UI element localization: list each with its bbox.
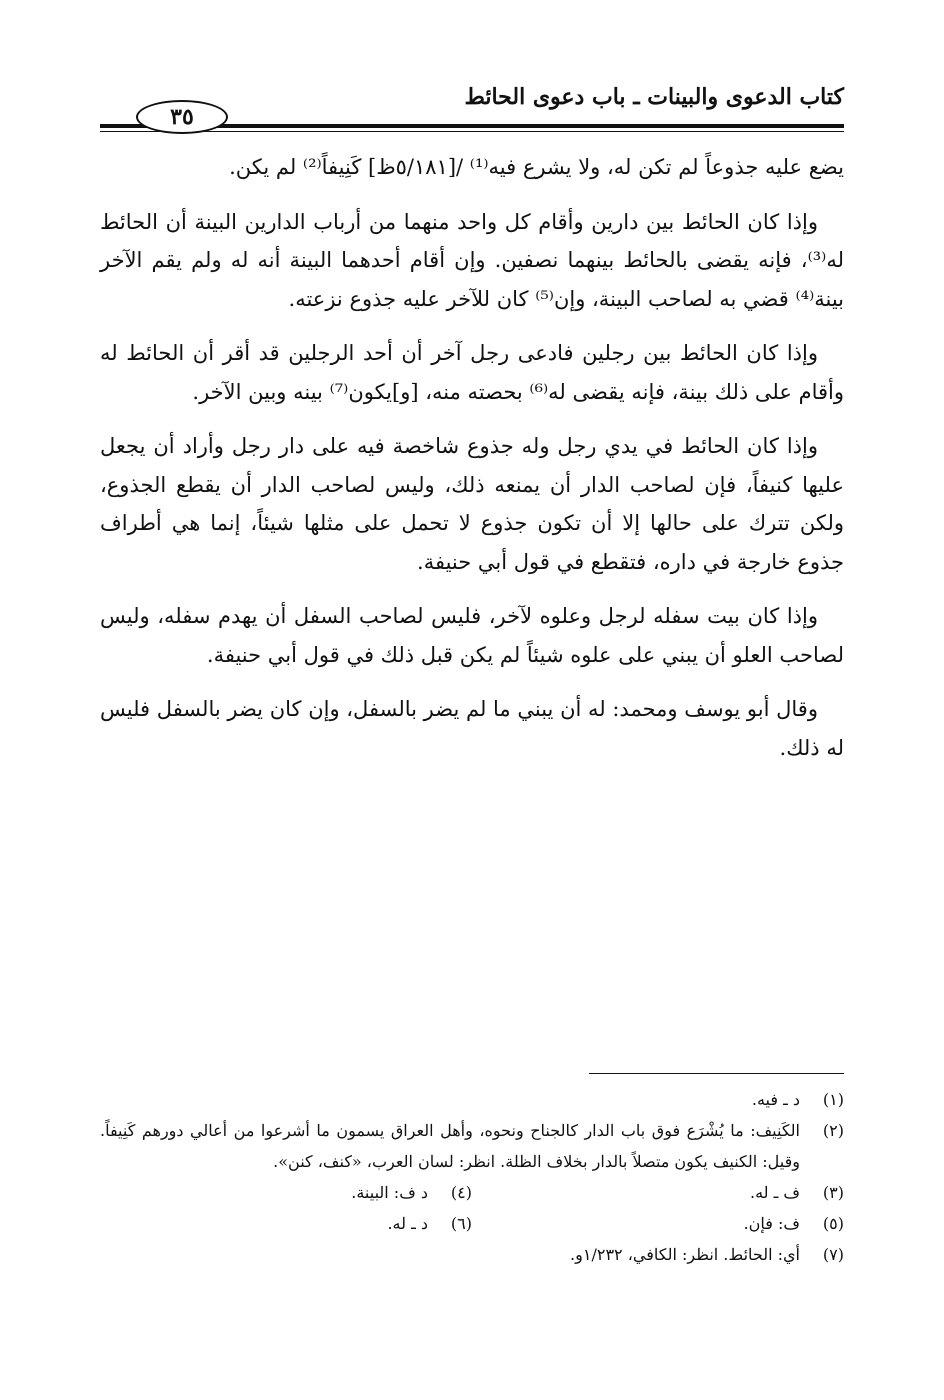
paragraph-5: وإذا كان بيت سفله لرجل وعلوه لآخر، فليس لصاحب السفل أن يهدم سفله، وليس لصاحب العلو أن يبني على علوه شيئاً لم يكن قبل ذلك في قول أبي حنيفة.	[100, 604, 844, 667]
footnote-2	[100, 1115, 844, 1177]
paragraph-1: يضع عليه جذوعاً لم تكن له، ولا يشرع فيه⁽¹⁾ /[٥/١٨١ظ] كَنِيفاً⁽²⁾ لم يكن.	[229, 155, 844, 179]
footnote-row-5-6	[100, 1208, 844, 1239]
footnote-text: الكَنِيف: ما يُشْرَع فوق باب الدار كالجناح ونحوه، وأهل العراق يسمون ما أشرعوا من أعالي دورهم كَنِيفاً. وقيل: الكنيف يكون متصلاً بالدار بخلاف الظلة. انظر: لسان العرب، «كنف، كنن».	[100, 1121, 800, 1171]
paragraph-2: وإذا كان الحائط بين دارين وأقام كل واحد منهما من أرباب الدارين البينة أن الحائط له⁽³⁾، فإنه يقضى بالحائط بينهما نصفين. وإن أقام أحدهما البينة أنه له ولم يقم الآخر بينة⁽⁴⁾ قضي به لصاحب البينة، وإن⁽⁵⁾ كان للآخر عليه جذوع نزعته.	[100, 209, 844, 311]
running-header-title: كتاب الدعوى والبينات ـ باب دعوى الحائط	[464, 84, 844, 110]
paragraph-4: وإذا كان الحائط في يدي رجل وله جذوع شاخصة فيه على دار رجل وأراد أن يجعل عليها كنيفاً، فإن لصاحب الدار أن يمنعه ذلك، وليس لصاحب الدار أن يقطع الجذوع، ولكن تترك على حالها إلا أن تكون جذوع لا تحمل على مثلها شيئاً، إنما هي أطراف جذوع خارجة في داره، فتقطع في قول أبي حنيفة.	[100, 434, 844, 574]
footnote-6	[100, 1208, 472, 1239]
footnote-text: د ـ له.	[387, 1214, 428, 1233]
footnote-text: أي: الحائط. انظر: الكافي، ١/٢٣٢و.	[570, 1245, 800, 1264]
footnote-number: (٥)	[822, 1214, 844, 1233]
page-number-badge	[136, 100, 228, 134]
footnote-text: ف ـ له.	[750, 1183, 800, 1202]
footnote-separator	[589, 1073, 844, 1074]
footnote-text: ف: فإن.	[743, 1214, 800, 1233]
header-rule-thin	[100, 131, 844, 132]
footnote-text: د ـ فيه.	[751, 1090, 800, 1109]
footnote-number: (٣)	[822, 1183, 844, 1202]
footnote-5	[472, 1208, 844, 1239]
footnote-1	[100, 1084, 844, 1115]
footnote-number: (١)	[822, 1090, 844, 1109]
footnote-number: (٧)	[822, 1245, 844, 1264]
footnote-row-3-4	[100, 1177, 844, 1208]
footnote-3	[472, 1177, 844, 1208]
paragraph-3: وإذا كان الحائط بين رجلين فادعى رجل آخر أن أحد الرجلين قد أقر أن الحائط له وأقام على ذلك بينة، فإنه يقضى له⁽⁶⁾ بحصته منه، [و]يكون⁽⁷⁾ بينه وبين الآخر.	[100, 341, 844, 404]
footnote-number: (٤)	[450, 1183, 472, 1202]
page-number: ٣٥	[170, 104, 194, 130]
footnote-7	[100, 1239, 844, 1270]
paragraph-6: وقال أبو يوسف ومحمد: له أن يبني ما لم يضر بالسفل، وإن كان يضر بالسفل فليس له ذلك.	[100, 697, 844, 760]
footnote-number: (٦)	[450, 1214, 472, 1233]
footnote-number: (٢)	[822, 1121, 844, 1140]
footnote-4	[100, 1177, 472, 1208]
footnote-text: د ف: البينة.	[351, 1183, 428, 1202]
main-text	[100, 148, 844, 783]
footnotes	[100, 1084, 844, 1270]
